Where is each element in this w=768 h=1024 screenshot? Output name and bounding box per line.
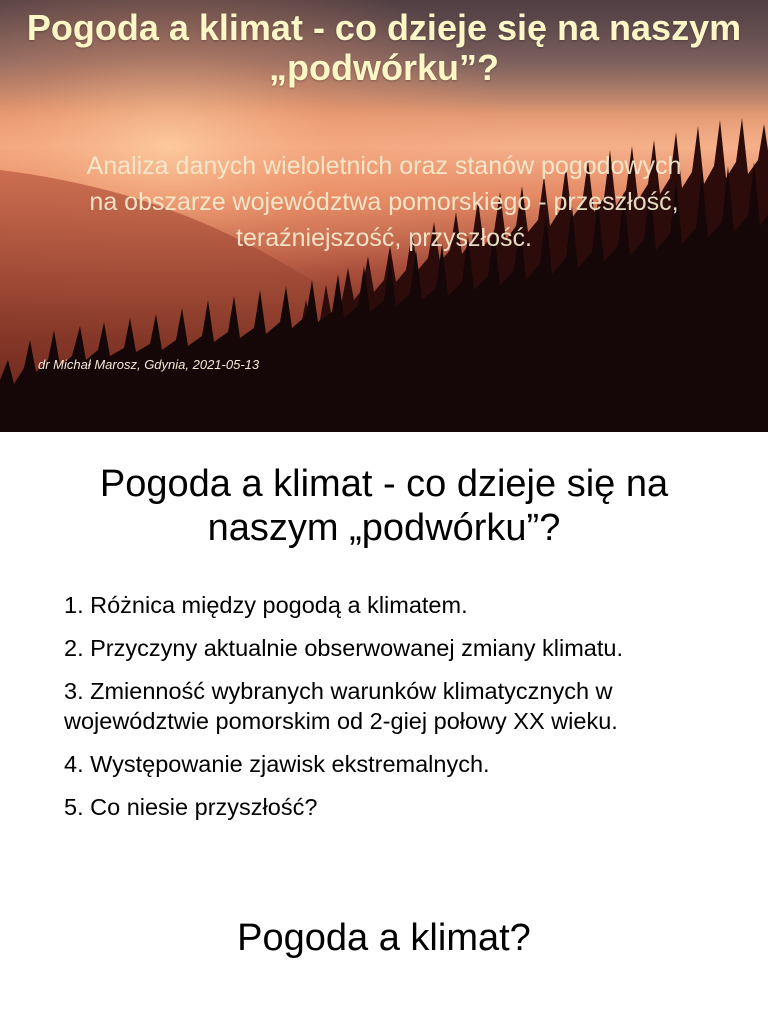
agenda-item-5: 5. Co niesie przyszłość?: [64, 794, 318, 820]
agenda-item-4: 4. Występowanie zjawisk ekstremalnych.: [64, 751, 490, 777]
title-slide: [0, 0, 768, 432]
slide1-title: Pogoda a klimat - co dzieje się na naszym „podwórku”?: [26, 7, 742, 88]
slide1-author-line: dr Michał Marosz, Gdynia, 2021-05-13: [38, 357, 260, 372]
agenda-item-1: 1. Różnica między pogodą a klimatem.: [64, 592, 468, 618]
slide3-title: Pogoda a klimat?: [237, 917, 531, 959]
agenda-list: [64, 590, 728, 835]
section-slide: [0, 864, 768, 1024]
agenda-item-3: 3. Zmienność wybranych warunków klimatycznych w województwie pomorskim od 2-giej połowy XX wieku.: [64, 678, 618, 734]
agenda-slide: [0, 432, 768, 864]
agenda-item-2: 2. Przyczyny aktualnie obserwowanej zmiany klimatu.: [64, 635, 624, 661]
slide2-title: Pogoda a klimat - co dzieje się na naszym „podwórku”?: [99, 463, 669, 549]
slide1-subtitle: Analiza danych wieloletnich oraz stanów pogodowych na obszarze województwa pomorskiego - przeszłość, teraźniejszość, przyszłość.: [86, 152, 682, 252]
